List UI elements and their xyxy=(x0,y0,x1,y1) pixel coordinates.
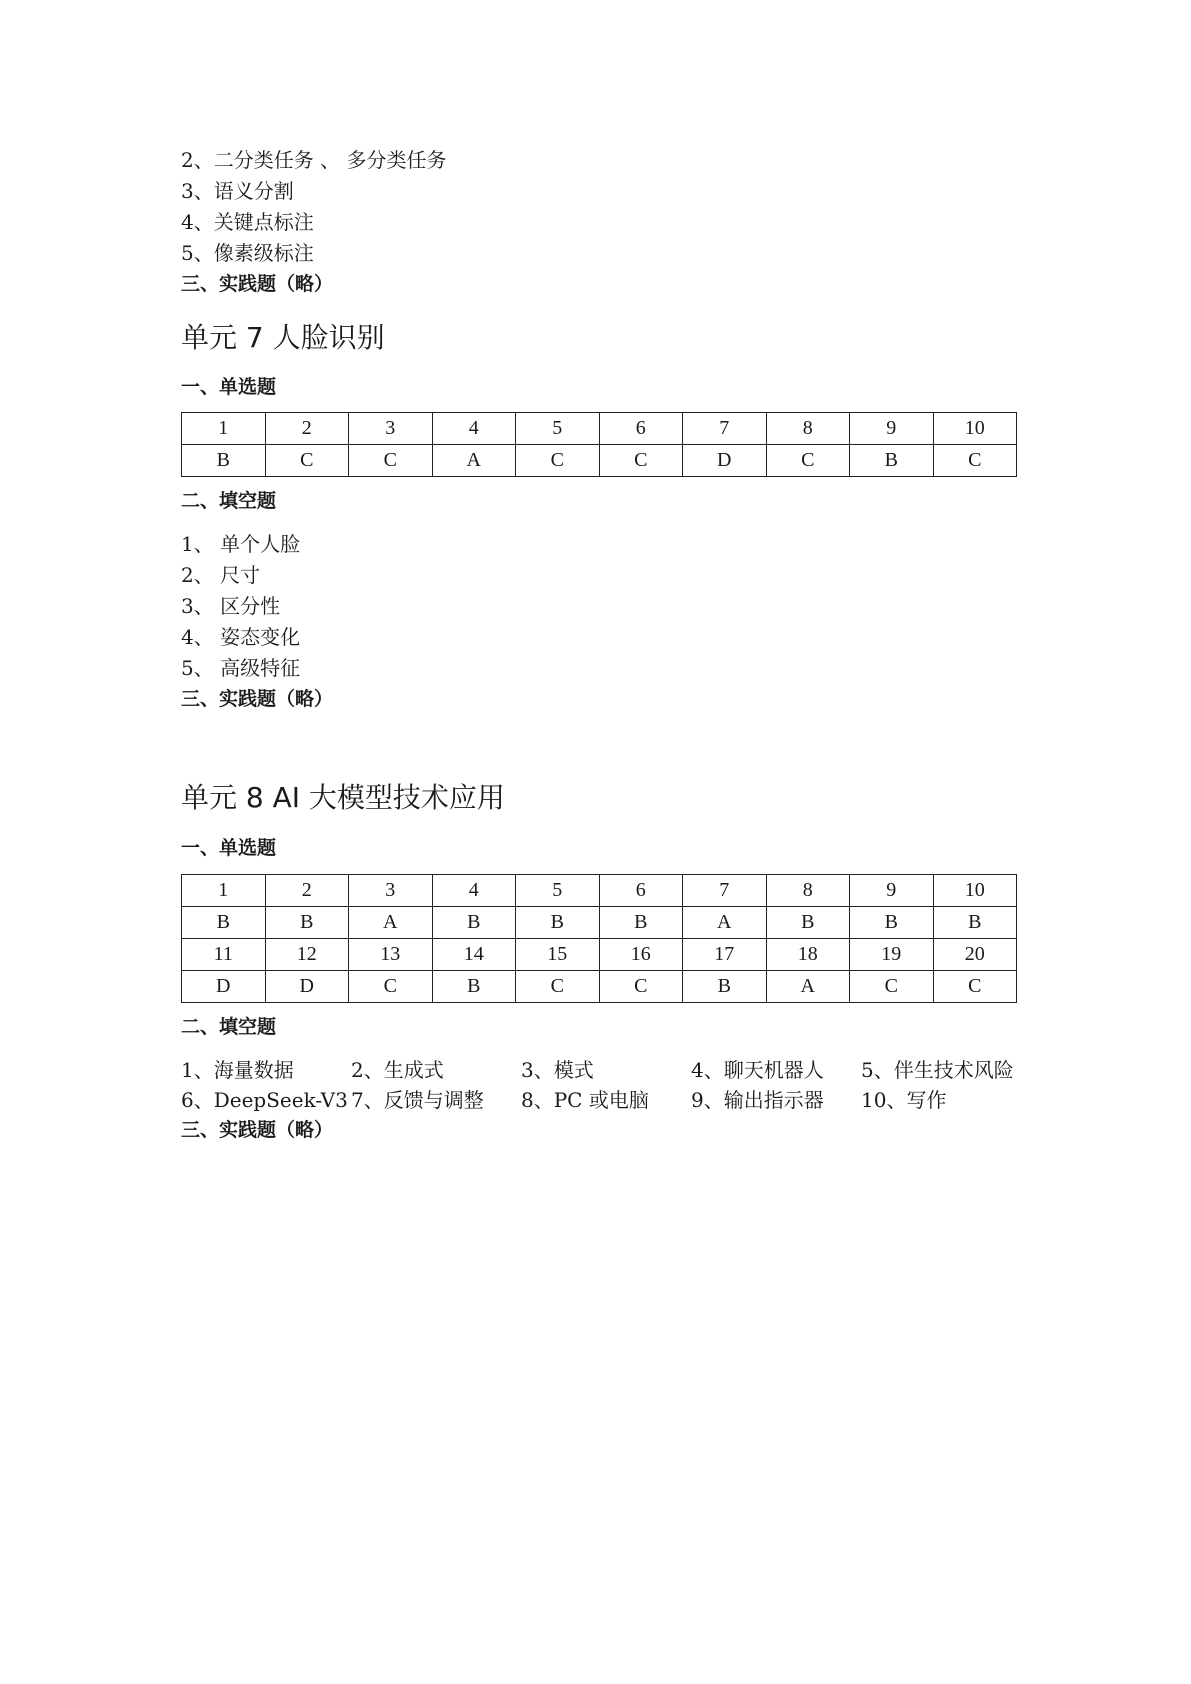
table-cell: 2 xyxy=(265,875,349,907)
table-cell: 14 xyxy=(432,939,516,971)
answer-table xyxy=(181,412,1017,477)
section-heading: 一、单选题 xyxy=(181,837,277,859)
table-cell: B xyxy=(516,907,600,939)
table-row xyxy=(182,971,1017,1003)
table-cell: B xyxy=(432,907,516,939)
list-item: 3、语义分割 xyxy=(181,179,294,203)
table-cell: 6 xyxy=(599,413,683,445)
list-item: 2、二分类任务 、 多分类任务 xyxy=(181,148,447,172)
table-cell: 1 xyxy=(182,413,266,445)
table-cell: 15 xyxy=(516,939,600,971)
table-row xyxy=(182,939,1017,971)
list-item: 3、模式 xyxy=(521,1058,594,1082)
table-cell: D xyxy=(683,445,767,477)
table-row xyxy=(182,875,1017,907)
list-item: 9、输出指示器 xyxy=(691,1088,824,1112)
table-cell: 7 xyxy=(683,875,767,907)
section-heading: 三、实践题（略） xyxy=(181,273,334,295)
list-item: 8、PC 或电脑 xyxy=(521,1088,649,1112)
table-row xyxy=(182,445,1017,477)
table-cell: B xyxy=(599,907,683,939)
table-cell: 16 xyxy=(599,939,683,971)
table-cell: B xyxy=(182,907,266,939)
table-cell: C xyxy=(599,971,683,1003)
table-cell: A xyxy=(349,907,433,939)
table-cell: 11 xyxy=(182,939,266,971)
table-cell: 12 xyxy=(265,939,349,971)
section-heading: 一、单选题 xyxy=(181,376,277,398)
table-cell: 5 xyxy=(516,413,600,445)
table-cell: B xyxy=(182,445,266,477)
list-item: 1、海量数据 xyxy=(181,1058,294,1082)
section-heading: 三、实践题（略） xyxy=(181,1119,334,1141)
table-cell: 18 xyxy=(766,939,850,971)
table-cell: B xyxy=(766,907,850,939)
table-cell: 9 xyxy=(850,413,934,445)
list-item: 7、反馈与调整 xyxy=(351,1088,484,1112)
prev-fill-list xyxy=(181,145,1017,269)
table-cell: 8 xyxy=(766,875,850,907)
table-cell: B xyxy=(850,907,934,939)
table-cell: A xyxy=(766,971,850,1003)
unit-title: 单元 7 人脸识别 xyxy=(181,321,385,354)
table-cell: 17 xyxy=(683,939,767,971)
table-row xyxy=(182,413,1017,445)
table-cell: B xyxy=(683,971,767,1003)
unit-title: 单元 8 AI 大模型技术应用 xyxy=(181,781,505,814)
table-cell: 13 xyxy=(349,939,433,971)
table-cell: 4 xyxy=(432,413,516,445)
table-cell: C xyxy=(516,445,600,477)
table-cell: D xyxy=(265,971,349,1003)
list-item: 10、写作 xyxy=(861,1088,947,1112)
table-cell: 9 xyxy=(850,875,934,907)
table-cell: 10 xyxy=(933,413,1017,445)
list-item: 1、 单个人脸 xyxy=(181,532,301,556)
table-cell: C xyxy=(850,971,934,1003)
table-cell: 3 xyxy=(349,875,433,907)
table-cell: A xyxy=(683,907,767,939)
list-item: 2、 尺寸 xyxy=(181,563,261,587)
table-cell: 10 xyxy=(933,875,1017,907)
table-cell: 6 xyxy=(599,875,683,907)
table-cell: C xyxy=(599,445,683,477)
table-cell: 3 xyxy=(349,413,433,445)
table-cell: 2 xyxy=(265,413,349,445)
table-cell: C xyxy=(933,445,1017,477)
table-cell: B xyxy=(432,971,516,1003)
table-cell: 8 xyxy=(766,413,850,445)
table-cell: C xyxy=(349,971,433,1003)
fill-grid xyxy=(181,1055,1017,1115)
table-cell: B xyxy=(933,907,1017,939)
table-cell: B xyxy=(850,445,934,477)
table-cell: 5 xyxy=(516,875,600,907)
section-heading: 三、实践题（略） xyxy=(181,688,334,710)
section-heading: 二、填空题 xyxy=(181,490,277,512)
list-item: 3、 区分性 xyxy=(181,594,281,618)
list-item: 5、伴生技术风险 xyxy=(861,1058,1014,1082)
document-page xyxy=(181,145,1017,1146)
list-item: 6、DeepSeek-V3 xyxy=(181,1088,348,1112)
list-item: 5、像素级标注 xyxy=(181,241,314,265)
table-cell: D xyxy=(182,971,266,1003)
table-row xyxy=(182,907,1017,939)
table-cell: B xyxy=(265,907,349,939)
list-item: 5、 高级特征 xyxy=(181,656,301,680)
table-cell: C xyxy=(933,971,1017,1003)
answer-table xyxy=(181,874,1017,1003)
table-cell: 19 xyxy=(850,939,934,971)
table-cell: C xyxy=(349,445,433,477)
fill-list xyxy=(181,529,1017,684)
table-cell: C xyxy=(265,445,349,477)
list-item: 2、生成式 xyxy=(351,1058,444,1082)
list-item: 4、 姿态变化 xyxy=(181,625,301,649)
table-cell: 4 xyxy=(432,875,516,907)
table-cell: 20 xyxy=(933,939,1017,971)
table-cell: 7 xyxy=(683,413,767,445)
table-cell: C xyxy=(766,445,850,477)
table-cell: 1 xyxy=(182,875,266,907)
table-cell: C xyxy=(516,971,600,1003)
section-heading: 二、填空题 xyxy=(181,1016,277,1038)
list-item: 4、关键点标注 xyxy=(181,210,314,234)
table-cell: A xyxy=(432,445,516,477)
list-item: 4、聊天机器人 xyxy=(691,1058,824,1082)
